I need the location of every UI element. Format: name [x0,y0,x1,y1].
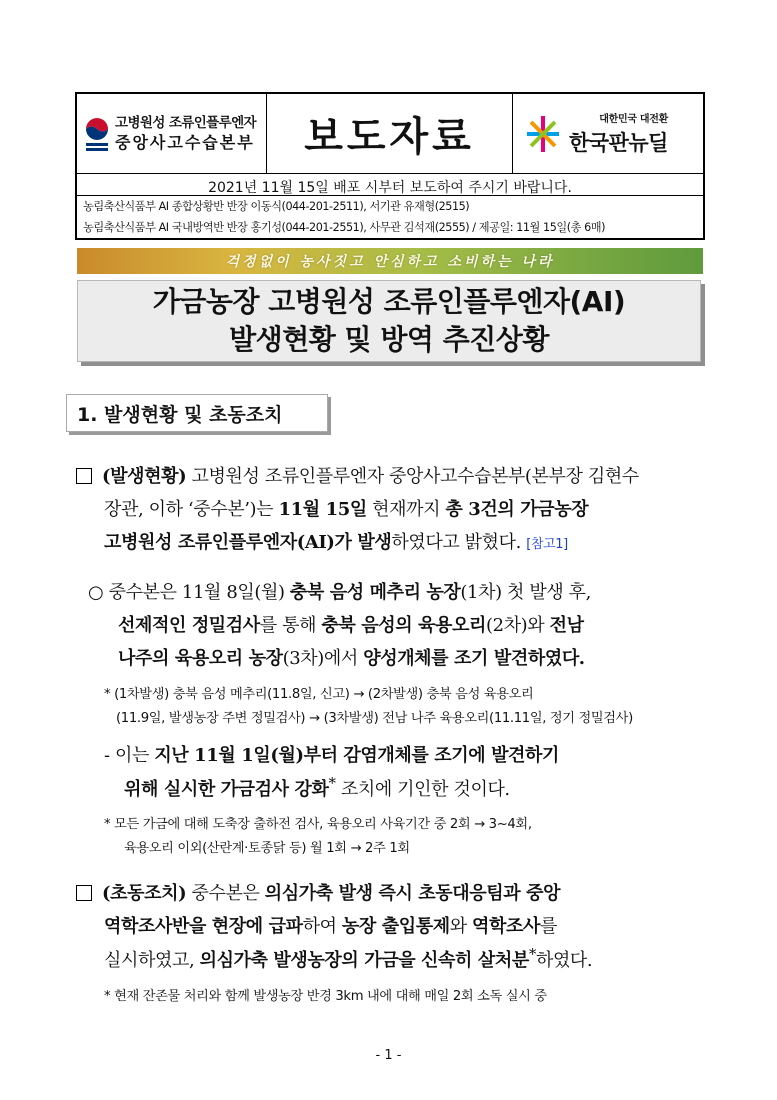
para3-text: 조치에 기인한 것이다. [335,779,510,800]
para3-line1 [104,741,559,767]
contact-line-2: 농림축산식품부 AI 국내방역반 반장 홍기성(044-201-2551), 사무관 김석재(2555) / 제공일: 11월 15일(총 6매) [83,221,606,234]
para4-line1 [76,879,560,905]
para2-text: ○ 중수본은 11월 8일(월) [88,582,290,603]
para4-line3 [104,945,592,972]
para2-text: 를 통해 [259,615,322,636]
reference-link[interactable]: [참고1] [526,537,568,552]
government-emblem-icon [83,115,111,153]
new-deal-title: 한국판뉴딜 [569,131,668,155]
note2-line2: 육용오리 이외(산란계·토종닭 등) 월 1회 → 2주 1회 [124,841,410,856]
para1-bold: 총 3건의 가금농장 [445,499,589,520]
para1-text: 하였다고 밝혔다. [391,532,527,553]
title-box [77,280,701,362]
para3-bold: 위해 실시한 가금검사 강화 [124,779,329,800]
para1-line2 [104,495,588,521]
para1-lead: (발생현황) [102,466,187,487]
header-top-row [77,94,703,174]
slogan-banner [77,248,703,274]
page-number: - 1 - [375,1048,402,1063]
para4-bold: 역학조사반을 현장에 급파 [104,916,303,937]
para2-bold: 전남 [549,615,584,636]
square-bullet-icon [76,885,92,901]
footnote-marker: * [328,774,336,792]
para2-bold: 충북 음성의 육용오리 [321,615,487,636]
new-deal-subtitle: 대한민국 대전환 [599,114,668,125]
org-name-line2: 중앙사고수습본부 [115,132,255,152]
para4-bold: 의심가축 발생 즉시 초동대응팀과 중앙 [264,883,561,904]
para2-bold: 나주의 육용오리 농장 [118,648,283,669]
para4-text: 중수본은 [186,883,265,904]
korean-new-deal-logo-icon [523,112,563,156]
para3-bold: 지난 11월 1일(월)부터 감염개체를 조기에 발견하기 [154,745,560,766]
para4-bold: 역학조사 [472,916,540,937]
para4-bold: 농장 출입통제 [341,916,450,937]
para2-bold: 충북 음성 메추리 농장 [289,582,461,603]
note1-line1: * (1차발생) 충북 음성 메추리(11.8일, 신고) → (2차발생) 충북 음성 육용오리 [104,687,534,702]
footnote-marker: * [528,945,536,963]
para4-text: 를 [539,916,557,937]
para4-bold: 의심가축 발생농장의 가금을 신속히 살처분 [199,950,529,971]
section-heading-1: 1. 발생현황 및 초동조치 [66,394,328,432]
para4-text: 와 [449,916,473,937]
title-line-2: 발생현황 및 방역 추진상황 [229,323,549,356]
para4-text: 실시하였고, [104,950,200,971]
para1-text: 장관, 이하 ‘중수본’)는 [104,499,279,520]
title-line-1: 가금농장 고병원성 조류인플루엔자(AI) [152,285,626,318]
note3-line: * 현재 잔존물 처리와 함께 발생농장 반경 3km 내에 대해 매일 2회 소독 실시 중 [104,989,547,1004]
para1-line1 [76,462,639,488]
para2-bold: 선제적인 정밀검사 [118,615,260,636]
slogan-text: 걱정없이 농사짓고 안심하고 소비하는 나라 [225,254,555,270]
para4-text: 하였다. [535,950,593,971]
square-bullet-icon [76,468,92,484]
para1-text: 고병원성 조류인플루엔자 중앙사고수습본부(본부장 김현수 [186,466,639,487]
note1-line2: (11.9일, 발생농장 주변 정밀검사) → (3차발생) 전남 나주 육용오리(11.11일, 정기 정밀검사) [116,711,633,726]
para2-line1 [88,578,591,604]
note2-line1: * 모든 가금에 대해 도축장 출하전 검사, 육용오리 사육기간 중 2회 → 3~4회, [104,817,532,832]
para3-line2 [124,774,510,801]
para2-line2 [118,611,584,637]
embargo-notice: 2021년 11월 15일 배포 시부터 보도하여 주시기 바랍니다. [77,174,703,196]
para2-text: (2차)와 [486,615,550,636]
new-deal-cell [513,94,703,173]
press-header [75,92,705,240]
para2-text: (3차)에서 [282,648,364,669]
para3-text: - 이는 [104,745,155,766]
para1-text: 현재까지 [366,499,446,520]
para2-bold: 양성개체를 조기 발견하였다. [363,648,585,669]
para4-line2 [104,912,557,938]
org-cell [77,94,267,173]
para1-bold: 고병원성 조류인플루엔자(AI)가 발생 [104,532,392,553]
org-name-line1: 고병원성 조류인플루엔자 [115,114,256,131]
para2-text: (1차) 첫 발생 후, [460,582,591,603]
para4-lead: (초동조치) [102,883,187,904]
contact-line-1: 농림축산식품부 AI 종합상황반 반장 이동식(044-201-2511), 서기관 유재형(2515) [83,200,470,213]
para1-line3 [104,528,568,554]
para4-text: 하여 [302,916,342,937]
para2-line3 [118,644,585,670]
doc-type-title: 보도자료 [267,94,513,173]
para1-bold: 11월 15일 [278,499,367,520]
